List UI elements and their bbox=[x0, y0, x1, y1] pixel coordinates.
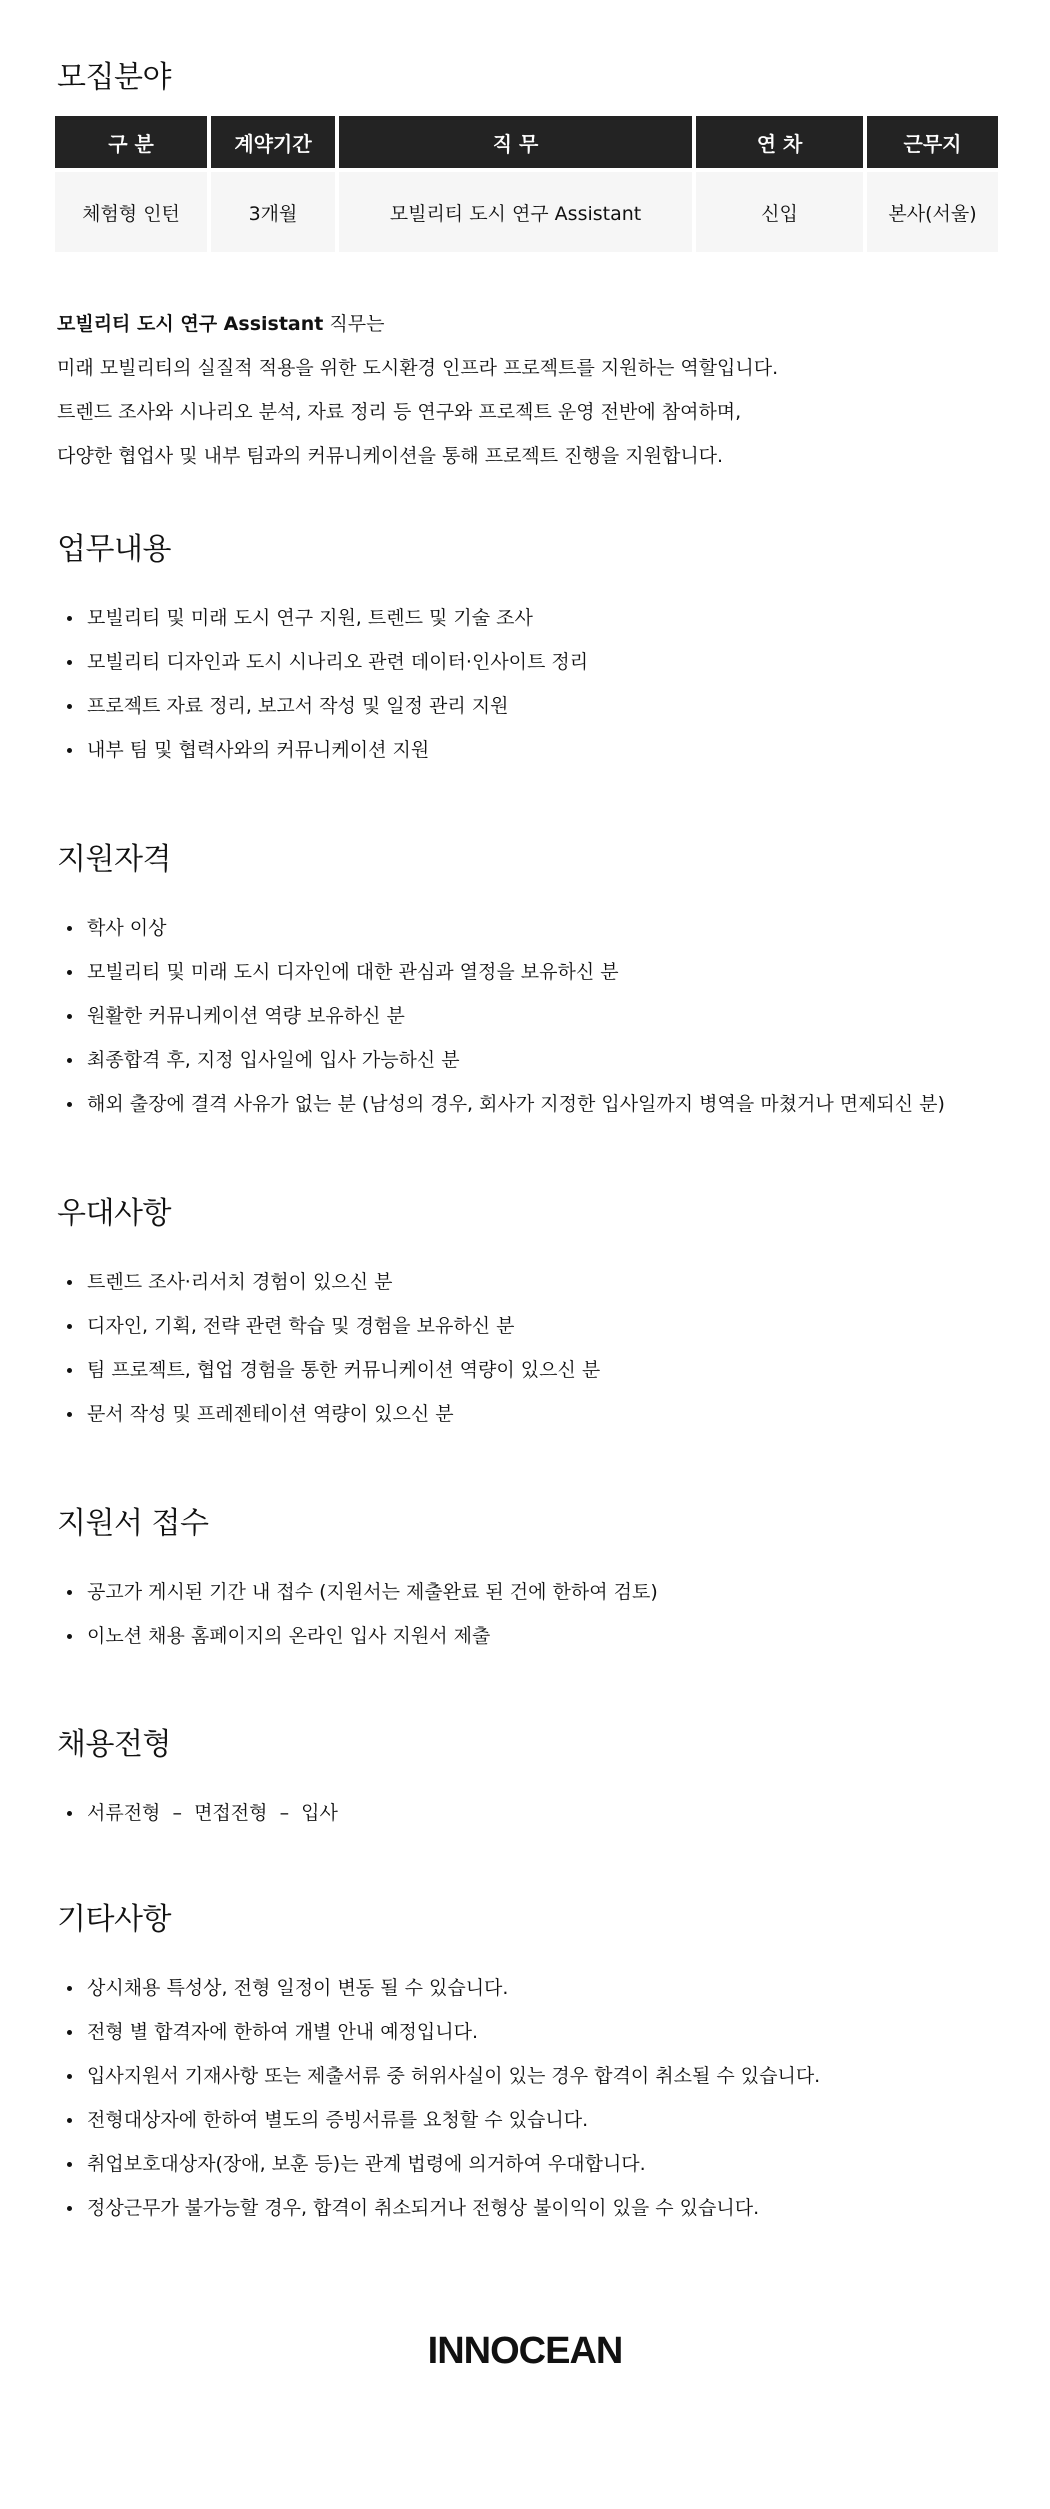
list-item: 문서 작성 및 프레젠테이션 역량이 있으신 분 bbox=[57, 1392, 600, 1436]
list-item: 모빌리티 및 미래 도시 디자인에 대한 관심과 열정을 보유하신 분 bbox=[57, 950, 945, 994]
process-section-title: 채용전형 bbox=[57, 1727, 171, 1762]
header-cell-location: 근무지 bbox=[867, 116, 998, 168]
intro-lead-rest: 직무는 bbox=[323, 313, 385, 335]
preferences-section-title: 우대사항 bbox=[57, 1196, 171, 1231]
table-row bbox=[55, 168, 998, 252]
header-cell-category: 구 분 bbox=[55, 116, 207, 168]
header-cell-contract: 계약기간 bbox=[211, 116, 335, 168]
list-item: 모빌리티 디자인과 도시 시나리오 관련 데이터·인사이트 정리 bbox=[57, 640, 588, 684]
intro-line: 트렌드 조사와 시나리오 분석, 자료 정리 등 연구와 프로젝트 운영 전반에 참여하며, bbox=[57, 401, 742, 423]
list-item: 입사지원서 기재사항 또는 제출서류 중 허위사실이 있는 경우 합격이 취소될 수 있습니다. bbox=[57, 2054, 820, 2098]
list-item: 최종합격 후, 지정 입사일에 입사 가능하신 분 bbox=[57, 1038, 945, 1082]
etc-list bbox=[57, 1966, 820, 2230]
recruit-section-title: 모집분야 bbox=[57, 60, 171, 95]
recruit-table-header-row bbox=[55, 116, 998, 168]
process-list bbox=[57, 1791, 338, 1835]
list-item: 모빌리티 및 미래 도시 연구 지원, 트렌드 및 기술 조사 bbox=[57, 596, 588, 640]
list-item: 트렌드 조사·리서치 경험이 있으신 분 bbox=[57, 1260, 600, 1304]
recruit-table bbox=[51, 116, 1002, 252]
list-item: 프로젝트 자료 정리, 보고서 작성 및 일정 관리 지원 bbox=[57, 684, 588, 728]
qualifications-section-title: 지원자격 bbox=[57, 842, 171, 877]
list-item: 정상근무가 불가능할 경우, 합격이 취소되거나 전형상 불이익이 있을 수 있습니다. bbox=[57, 2186, 820, 2230]
list-item: 상시채용 특성상, 전형 일정이 변동 될 수 있습니다. bbox=[57, 1966, 820, 2010]
intro-line: 미래 모빌리티의 실질적 적용을 위한 도시환경 인프라 프로젝트를 지원하는 역할입니다. bbox=[57, 357, 779, 379]
cell-location: 본사(서울) bbox=[867, 168, 998, 252]
list-item: 팀 프로젝트, 협업 경험을 통한 커뮤니케이션 역량이 있으신 분 bbox=[57, 1348, 600, 1392]
etc-section-title: 기타사항 bbox=[57, 1902, 171, 1937]
list-item: 원활한 커뮤니케이션 역량 보유하신 분 bbox=[57, 994, 945, 1038]
list-item: 디자인, 기획, 전략 관련 학습 및 경험을 보유하신 분 bbox=[57, 1304, 600, 1348]
list-item: 전형 별 합격자에 한하여 개별 안내 예정입니다. bbox=[57, 2010, 820, 2054]
preferences-list bbox=[57, 1260, 600, 1436]
list-item: 서류전형 – 면접전형 – 입사 bbox=[57, 1791, 338, 1835]
list-item: 학사 이상 bbox=[57, 906, 945, 950]
list-item: 이노션 채용 홈페이지의 온라인 입사 지원서 제출 bbox=[57, 1614, 658, 1658]
application-section-title: 지원서 접수 bbox=[57, 1506, 209, 1541]
duties-list bbox=[57, 596, 588, 772]
header-cell-experience: 연 차 bbox=[696, 116, 863, 168]
list-item: 해외 출장에 결격 사유가 없는 분 (남성의 경우, 회사가 지정한 입사일까지 병역을 마쳤거나 면제되신 분) bbox=[57, 1082, 945, 1126]
duties-section-title: 업무내용 bbox=[57, 532, 171, 567]
header-cell-role: 직 무 bbox=[339, 116, 692, 168]
list-item: 내부 팀 및 협력사와의 커뮤니케이션 지원 bbox=[57, 728, 588, 772]
list-item: 전형대상자에 한하여 별도의 증빙서류를 요청할 수 있습니다. bbox=[57, 2098, 820, 2142]
cell-contract: 3개월 bbox=[211, 168, 335, 252]
intro-lead-bold: 모빌리티 도시 연구 Assistant bbox=[57, 313, 324, 335]
list-item: 취업보호대상자(장애, 보훈 등)는 관계 법령에 의거하여 우대합니다. bbox=[57, 2142, 820, 2186]
application-list bbox=[57, 1570, 658, 1658]
list-item: 공고가 게시된 기간 내 접수 (지원서는 제출완료 된 건에 한하여 검토) bbox=[57, 1570, 658, 1614]
cell-category: 체험형 인턴 bbox=[55, 168, 207, 252]
innocean-logo: INNOCEAN bbox=[427, 2330, 623, 2372]
intro-line: 다양한 협업사 및 내부 팀과의 커뮤니케이션을 통해 프로젝트 진행을 지원합니다. bbox=[57, 445, 724, 467]
qualifications-list bbox=[57, 906, 945, 1126]
cell-experience: 신입 bbox=[696, 168, 863, 252]
cell-role: 모빌리티 도시 연구 Assistant bbox=[339, 168, 692, 252]
intro-lead bbox=[57, 302, 778, 346]
role-intro bbox=[57, 302, 778, 478]
